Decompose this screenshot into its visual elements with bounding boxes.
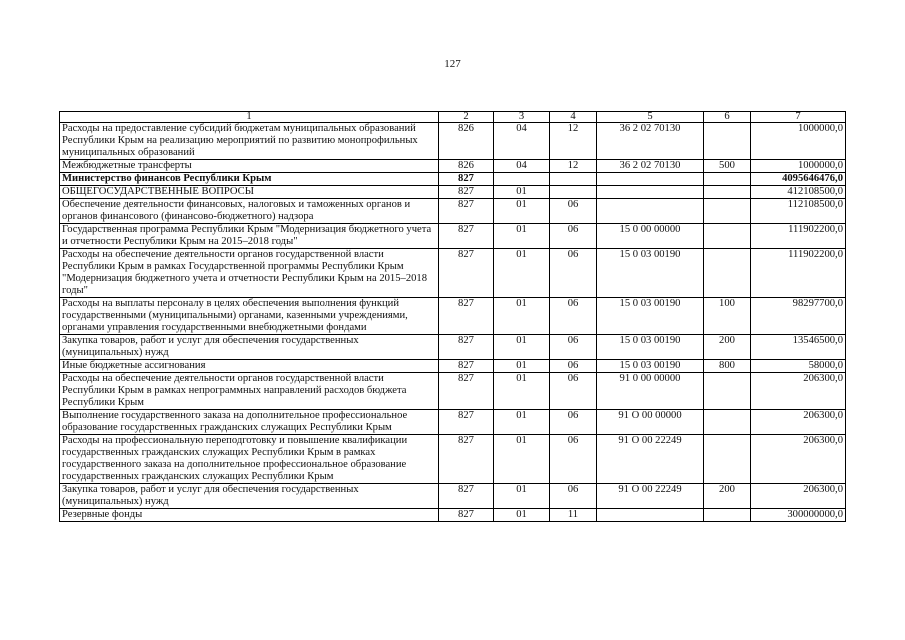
cell-expense-type: 200 xyxy=(704,484,751,509)
cell-amount: 58000,0 xyxy=(751,360,846,373)
cell-department-code: 827 xyxy=(439,373,494,410)
cell-subsection-code: 06 xyxy=(550,199,597,224)
cell-expense-type xyxy=(704,199,751,224)
cell-target-article: 15 0 03 00190 xyxy=(597,298,704,335)
cell-expense-name: Закупка товаров, работ и услуг для обеспечения государственных (муниципальных) нужд xyxy=(60,484,439,509)
cell-subsection-code: 06 xyxy=(550,224,597,249)
cell-department-code: 827 xyxy=(439,335,494,360)
cell-target-article: 15 0 03 00190 xyxy=(597,335,704,360)
cell-subsection-code: 11 xyxy=(550,509,597,522)
table-row xyxy=(60,509,846,522)
cell-subsection-code: 12 xyxy=(550,160,597,173)
cell-expense-type xyxy=(704,173,751,186)
cell-target-article: 15 0 03 00190 xyxy=(597,360,704,373)
cell-department-code: 827 xyxy=(439,173,494,186)
table-row xyxy=(60,249,846,298)
cell-amount: 111902200,0 xyxy=(751,249,846,298)
table-row xyxy=(60,360,846,373)
table-row xyxy=(60,173,846,186)
table-row xyxy=(60,224,846,249)
cell-section-code: 01 xyxy=(494,224,550,249)
cell-subsection-code: 06 xyxy=(550,249,597,298)
cell-expense-type: 800 xyxy=(704,360,751,373)
cell-amount: 13546500,0 xyxy=(751,335,846,360)
cell-expense-type xyxy=(704,123,751,160)
table-row xyxy=(60,298,846,335)
table-row xyxy=(60,484,846,509)
cell-amount: 206300,0 xyxy=(751,410,846,435)
cell-expense-name: Расходы на обеспечение деятельности органов государственной власти Республики Крым в рамках Государственной программы Республики Крым "Модернизация бюджетного учета и отчетности Республики Крым на 2015–2018 годы" xyxy=(60,249,439,298)
cell-expense-type xyxy=(704,435,751,484)
cell-target-article: 15 0 00 00000 xyxy=(597,224,704,249)
cell-section-code: 01 xyxy=(494,360,550,373)
cell-target-article: 36 2 02 70130 xyxy=(597,123,704,160)
cell-section-code: 01 xyxy=(494,509,550,522)
cell-expense-name: Иные бюджетные ассигнования xyxy=(60,360,439,373)
cell-target-article: 91 О 00 00000 xyxy=(597,410,704,435)
table-row xyxy=(60,410,846,435)
cell-target-article xyxy=(597,509,704,522)
cell-section-code xyxy=(494,173,550,186)
cell-department-code: 827 xyxy=(439,509,494,522)
cell-section-code: 01 xyxy=(494,410,550,435)
header-cell: 2 xyxy=(439,112,494,123)
budget-table xyxy=(59,111,846,522)
cell-section-code: 01 xyxy=(494,298,550,335)
header-cell: 6 xyxy=(704,112,751,123)
cell-expense-name: Закупка товаров, работ и услуг для обеспечения государственных (муниципальных) нужд xyxy=(60,335,439,360)
table-row xyxy=(60,335,846,360)
cell-department-code: 827 xyxy=(439,435,494,484)
cell-section-code: 01 xyxy=(494,186,550,199)
cell-amount: 98297700,0 xyxy=(751,298,846,335)
cell-amount: 1000000,0 xyxy=(751,160,846,173)
header-cell: 5 xyxy=(597,112,704,123)
cell-amount: 412108500,0 xyxy=(751,186,846,199)
table-row xyxy=(60,160,846,173)
cell-expense-type xyxy=(704,373,751,410)
cell-department-code: 827 xyxy=(439,199,494,224)
cell-expense-name: Межбюджетные трансферты xyxy=(60,160,439,173)
cell-department-code: 826 xyxy=(439,160,494,173)
cell-subsection-code: 06 xyxy=(550,360,597,373)
cell-expense-type xyxy=(704,509,751,522)
header-cell: 7 xyxy=(751,112,846,123)
cell-target-article: 91 О 00 22249 xyxy=(597,435,704,484)
cell-expense-type: 200 xyxy=(704,335,751,360)
cell-department-code: 827 xyxy=(439,410,494,435)
cell-amount: 206300,0 xyxy=(751,373,846,410)
cell-amount: 4095646476,0 xyxy=(751,173,846,186)
cell-section-code: 01 xyxy=(494,249,550,298)
cell-subsection-code: 06 xyxy=(550,298,597,335)
cell-amount: 300000000,0 xyxy=(751,509,846,522)
cell-amount: 206300,0 xyxy=(751,484,846,509)
table-header-row xyxy=(60,112,846,123)
cell-target-article xyxy=(597,173,704,186)
cell-subsection-code xyxy=(550,186,597,199)
cell-expense-type: 500 xyxy=(704,160,751,173)
table-row xyxy=(60,199,846,224)
cell-section-code: 01 xyxy=(494,484,550,509)
cell-department-code: 827 xyxy=(439,249,494,298)
header-cell: 3 xyxy=(494,112,550,123)
cell-subsection-code xyxy=(550,173,597,186)
cell-department-code: 827 xyxy=(439,224,494,249)
cell-expense-name: Расходы на выплаты персоналу в целях обеспечения выполнения функций государственными (муниципальными) органами, казенными учреждениями, органами управления государственными внебюджетными фондами xyxy=(60,298,439,335)
cell-subsection-code: 06 xyxy=(550,335,597,360)
table-body xyxy=(60,123,846,522)
cell-section-code: 01 xyxy=(494,373,550,410)
cell-expense-type xyxy=(704,224,751,249)
cell-expense-type: 100 xyxy=(704,298,751,335)
table-row xyxy=(60,373,846,410)
cell-subsection-code: 06 xyxy=(550,435,597,484)
cell-expense-name: Государственная программа Республики Крым "Модернизация бюджетного учета и отчетности Республики Крым на 2015–2018 годы" xyxy=(60,224,439,249)
cell-target-article: 91 О 00 22249 xyxy=(597,484,704,509)
cell-target-article: 15 0 03 00190 xyxy=(597,249,704,298)
cell-subsection-code: 12 xyxy=(550,123,597,160)
cell-subsection-code: 06 xyxy=(550,373,597,410)
cell-expense-name: Расходы на предоставление субсидий бюджетам муниципальных образований Республики Крым на реализацию мероприятий по развитию монопрофильных муниципальных образований xyxy=(60,123,439,160)
cell-expense-type xyxy=(704,249,751,298)
cell-expense-name: Министерство финансов Республики Крым xyxy=(60,173,439,186)
cell-expense-name: ОБЩЕГОСУДАРСТВЕННЫЕ ВОПРОСЫ xyxy=(60,186,439,199)
cell-expense-name: Расходы на профессиональную переподготовку и повышение квалификации государственных гражданских служащих Республики Крым в рамках государственного заказа на дополнительное профессиональное образование государственных гражданских служащих Республики Крым xyxy=(60,435,439,484)
cell-section-code: 04 xyxy=(494,160,550,173)
table-row xyxy=(60,186,846,199)
cell-expense-name: Выполнение государственного заказа на дополнительное профессиональное образование государственных гражданских служащих Республики Крым xyxy=(60,410,439,435)
cell-department-code: 827 xyxy=(439,484,494,509)
cell-subsection-code: 06 xyxy=(550,410,597,435)
cell-department-code: 827 xyxy=(439,186,494,199)
table-row xyxy=(60,435,846,484)
cell-expense-type xyxy=(704,186,751,199)
cell-expense-name: Расходы на обеспечение деятельности органов государственной власти Республики Крым в рамках непрограммных направлений расходов бюджета Республики Крым xyxy=(60,373,439,410)
cell-target-article xyxy=(597,186,704,199)
cell-amount: 111902200,0 xyxy=(751,224,846,249)
cell-target-article: 36 2 02 70130 xyxy=(597,160,704,173)
cell-amount: 1000000,0 xyxy=(751,123,846,160)
cell-section-code: 01 xyxy=(494,199,550,224)
cell-subsection-code: 06 xyxy=(550,484,597,509)
cell-target-article xyxy=(597,199,704,224)
cell-section-code: 04 xyxy=(494,123,550,160)
cell-department-code: 826 xyxy=(439,123,494,160)
cell-expense-type xyxy=(704,410,751,435)
cell-amount: 112108500,0 xyxy=(751,199,846,224)
cell-expense-name: Обеспечение деятельности финансовых, налоговых и таможенных органов и органов финансового (финансово-бюджетного) надзора xyxy=(60,199,439,224)
cell-target-article: 91 0 00 00000 xyxy=(597,373,704,410)
cell-department-code: 827 xyxy=(439,298,494,335)
cell-amount: 206300,0 xyxy=(751,435,846,484)
table-row xyxy=(60,123,846,160)
cell-section-code: 01 xyxy=(494,335,550,360)
header-cell: 1 xyxy=(60,112,439,123)
cell-section-code: 01 xyxy=(494,435,550,484)
cell-department-code: 827 xyxy=(439,360,494,373)
header-cell: 4 xyxy=(550,112,597,123)
cell-expense-name: Резервные фонды xyxy=(60,509,439,522)
page-number: 127 xyxy=(444,58,461,70)
